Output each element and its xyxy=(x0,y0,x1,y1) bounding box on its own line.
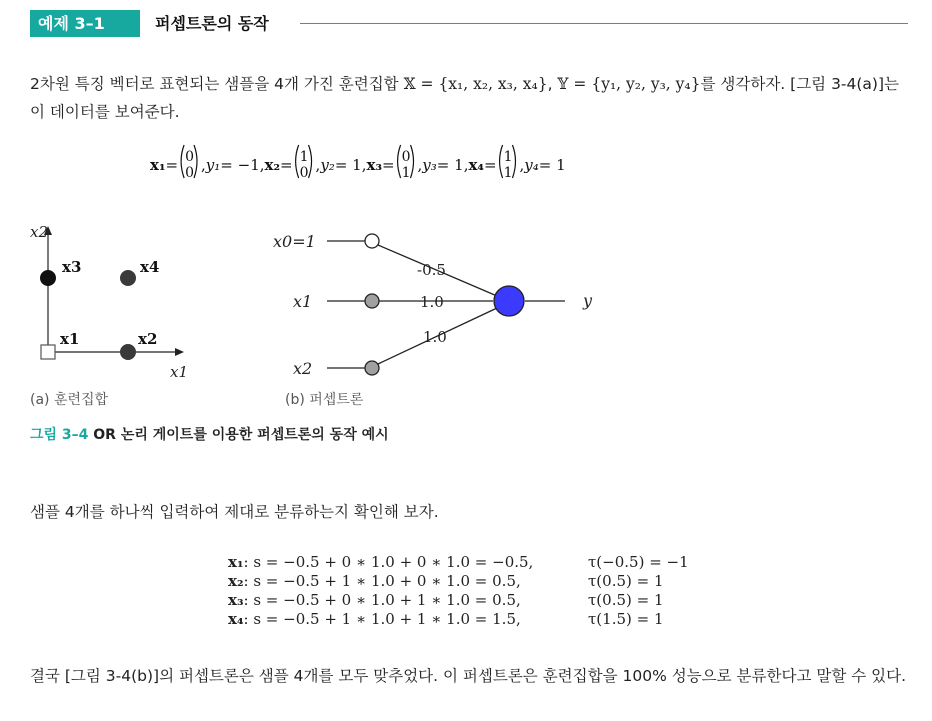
right-paren xyxy=(194,145,197,178)
point-x2-label: x2 xyxy=(138,330,158,348)
calc-tau: τ(0.5) = 1 xyxy=(588,591,664,609)
output-node xyxy=(494,286,524,316)
comma: , xyxy=(259,156,265,174)
vector-bottom: 1 xyxy=(503,165,513,181)
input2-label: x2 xyxy=(293,359,313,378)
training-set-y: 𝕐 = {y₁, y₂, y₃, y₄} xyxy=(557,75,701,93)
training-set-x: 𝕏 = {x₁, x₂, x₃, x₄} xyxy=(403,75,548,93)
left-paren xyxy=(181,145,184,178)
right-paren xyxy=(309,145,312,178)
left-paren xyxy=(500,145,503,178)
weight-x1: 1.0 xyxy=(420,293,444,311)
input0-label: x0=1 xyxy=(273,232,316,251)
equals-sign: = xyxy=(280,156,293,174)
perceptron-diagram xyxy=(265,220,615,385)
input1-label: x1 xyxy=(293,292,313,311)
check-paragraph: 샘플 4개를 하나씩 입력하여 제대로 분류하는지 확인해 보자. xyxy=(30,503,439,521)
point-x4-label: x4 xyxy=(140,258,160,276)
figure-caption xyxy=(30,424,389,444)
x-axis-label: x1 xyxy=(170,363,189,381)
equals-sign: = xyxy=(483,156,497,174)
header-divider xyxy=(300,23,908,24)
samples-equation xyxy=(150,140,790,188)
point-x4 xyxy=(120,270,136,286)
calc-tau: τ(1.5) = 1 xyxy=(588,610,664,628)
point-x1-label: x1 xyxy=(60,330,80,348)
comma: , xyxy=(463,156,469,174)
right-paren xyxy=(411,145,414,178)
sample-target-value: = 1 xyxy=(334,156,362,174)
calc-row xyxy=(228,591,728,610)
x1-axis-arrow xyxy=(175,348,184,356)
output-label: y xyxy=(583,291,593,310)
comma: , xyxy=(417,156,423,174)
figure-number: 그림 3–4 xyxy=(30,427,89,443)
calc-vec: x₃ xyxy=(228,591,244,609)
calc-tau: τ(0.5) = 1 xyxy=(588,572,664,590)
example-badge: 예제 3–1 xyxy=(30,10,140,37)
input2-node xyxy=(365,361,379,375)
sample-vector-label: x₃ xyxy=(366,156,383,174)
calc-row xyxy=(228,553,728,572)
calc-row xyxy=(228,572,728,591)
vector-bottom: 0 xyxy=(185,165,195,181)
vector-top: 1 xyxy=(299,149,309,165)
calc-expr: : s = −0.5 + 0 ∗ 1.0 + 0 ∗ 1.0 = −0.5, xyxy=(243,553,534,571)
conclusion-paragraph: 결국 [그림 3-4(b)]의 퍼셉트론은 샘플 4개를 모두 맞추었다. 이 퍼셉트론은 훈련집합을 100% 성능으로 분류한다고 말할 수 있다. xyxy=(30,667,906,685)
sample-target-label: y₂ xyxy=(320,156,335,174)
figure-caption-text: OR 논리 게이트를 이용한 퍼셉트론의 동작 예시 xyxy=(88,427,389,443)
intro-prefix: 2차원 특징 벡터로 표현되는 샘플을 4개 가진 훈련집합 xyxy=(30,75,404,93)
set-separator: , xyxy=(547,75,558,93)
sample-vector-label: x₁ xyxy=(150,156,166,174)
left-paren xyxy=(296,145,299,178)
calc-expr: : s = −0.5 + 1 ∗ 1.0 + 1 ∗ 1.0 = 1.5, xyxy=(243,610,521,628)
sample-target-label: y₁ xyxy=(205,156,221,174)
intro-suffix: 를 생각하자. [그림 3-4(a)]는 이 데이터를 보여준다. xyxy=(30,75,899,121)
calc-expr: : s = −0.5 + 1 ∗ 1.0 + 0 ∗ 1.0 = 0.5, xyxy=(243,572,521,590)
comma: , xyxy=(315,156,321,174)
vector-bottom: 1 xyxy=(401,165,411,181)
example-title: 퍼셉트론의 동작 xyxy=(155,14,269,33)
point-x1 xyxy=(41,345,55,359)
figure-b-caption: (b) 퍼셉트론 xyxy=(285,392,364,408)
calculation-block xyxy=(228,553,728,629)
vector-top: 1 xyxy=(503,149,513,165)
left-paren xyxy=(398,145,401,178)
point-x3 xyxy=(40,270,56,286)
vector-top: 0 xyxy=(401,149,411,165)
training-set-plot xyxy=(28,220,198,385)
sample-target-value: = −1 xyxy=(220,156,260,174)
figure-a-caption: (a) 훈련집합 xyxy=(30,392,109,408)
sample-target-value: = 1 xyxy=(538,156,566,174)
sample-target-label: y₃ xyxy=(422,156,437,174)
bias-node xyxy=(365,234,379,248)
sample-target-label: y₄ xyxy=(524,156,539,174)
sample-target-value: = 1 xyxy=(436,156,464,174)
vector-bottom: 0 xyxy=(299,165,309,181)
sample-vector-label: x₄ xyxy=(468,156,484,174)
equals-sign: = xyxy=(165,156,179,174)
vector-top: 0 xyxy=(185,149,195,165)
weight-x2: 1.0 xyxy=(423,328,447,346)
calc-tau: τ(−0.5) = −1 xyxy=(588,553,689,571)
input1-node xyxy=(365,294,379,308)
comma: , xyxy=(201,156,206,174)
y-axis-label: x2 xyxy=(30,223,49,241)
weight-x0: -0.5 xyxy=(417,261,446,279)
calc-expr: : s = −0.5 + 0 ∗ 1.0 + 1 ∗ 1.0 = 0.5, xyxy=(243,591,521,609)
right-paren xyxy=(512,145,515,178)
calc-vec: x₄ xyxy=(228,610,244,628)
comma: , xyxy=(519,156,525,174)
comma: , xyxy=(361,156,367,174)
intro-paragraph xyxy=(30,70,910,126)
point-x3-label: x3 xyxy=(62,258,82,276)
point-x2 xyxy=(120,344,136,360)
equals-sign: = xyxy=(382,156,395,174)
calc-vec: x₁ xyxy=(228,553,244,571)
sample-vector-label: x₂ xyxy=(264,156,281,174)
calc-row xyxy=(228,610,728,629)
calc-vec: x₂ xyxy=(228,572,244,590)
